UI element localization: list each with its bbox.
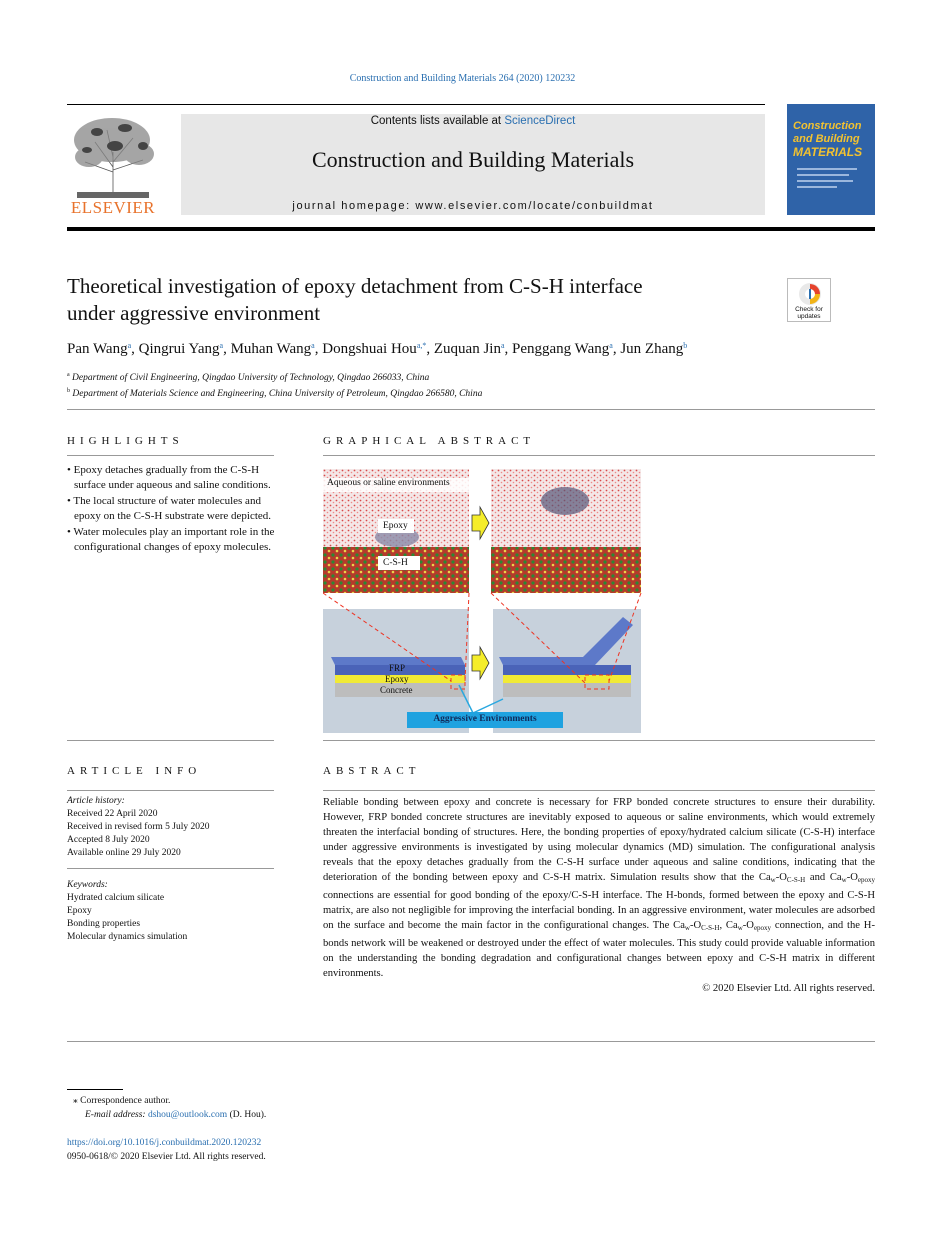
author-list: Pan Wang$^a$, Qingrui Yang$^a$, Muhan Wang$^a$, Dongshuai Hou$^{a,*}$, Zuquan Jin$^a$, Penggang Wang$^a$, Jun Zhang$^b$ (67, 341, 688, 357)
tree-icon (67, 112, 159, 200)
affiliations (67, 369, 482, 401)
cover-title: Construction and Building MATERIALS (793, 120, 863, 159)
doi-block (67, 1136, 266, 1164)
graphic-label-aggressive: Aggressive Environments (433, 714, 537, 724)
article-info-heading: ARTICLE INFO (67, 765, 202, 777)
graphic-label-environment: Aqueous or saline environments (327, 478, 450, 488)
email-link[interactable]: dshou@outlook.com (147, 1110, 228, 1120)
highlights-heading: HIGHLIGHTS (67, 435, 184, 447)
divider (323, 455, 875, 456)
author-name[interactable]: Qingrui Yang (138, 341, 220, 357)
list-item: • The local structure of water molecules and epoxy on the C-S-H substrate were depicted. (67, 495, 272, 522)
keywords (67, 879, 274, 944)
journal-homepage[interactable]: journal homepage: www.elsevier.com/locate/conbuildmat (292, 200, 654, 212)
history-item: Available online 29 July 2020 (67, 848, 181, 858)
graphic-label-csh: C-S-H (383, 558, 408, 568)
affiliation-item: $^b$ Department of Materials Science and Engineering, China University of Petroleum, Qingdao 266580, China (67, 388, 483, 400)
author-name[interactable]: Zuquan Jin (433, 341, 501, 357)
keyword-item: Epoxy (67, 906, 92, 916)
elsevier-wordmark: ELSEVIER (70, 198, 156, 217)
list-item: • Water molecules play an important role in the configurational changes of epoxy molecules. (67, 526, 275, 553)
divider (67, 409, 875, 410)
graphical-abstract-image (323, 469, 643, 733)
history-label: Article history: (67, 796, 125, 806)
author-name[interactable]: Muhan Wang (230, 341, 312, 357)
elsevier-logo[interactable] (67, 112, 159, 216)
header-bottom-rule (67, 227, 875, 231)
keyword-item: Hydrated calcium silicate (67, 893, 165, 903)
journal-reference[interactable]: Construction and Building Materials 264 (2020) 120232 (349, 73, 576, 84)
graphic-label-epoxy: Epoxy (383, 521, 408, 531)
footnote: ⁎ Correspondence author. E-mail address: dshou@outlook.com (D. Hou). (73, 1096, 267, 1120)
highlights-list (67, 463, 277, 556)
divider (323, 790, 875, 791)
divider (323, 740, 875, 741)
check-for-updates-badge[interactable] (787, 278, 831, 322)
article-title: Theoretical investigation of epoxy detachment from C-S-H interface under aggressive environment (67, 274, 643, 325)
copyright: © 2020 Elsevier Ltd. All rights reserved. (702, 983, 875, 994)
article-history (67, 795, 274, 860)
divider (67, 455, 274, 456)
author-name[interactable]: Jun Zhang (620, 341, 684, 357)
doi-link[interactable]: https://doi.org/10.1016/j.conbuildmat.2020.120232 (67, 1138, 262, 1148)
contents-line (181, 115, 765, 127)
journal-header (181, 114, 765, 215)
journal-cover-thumbnail[interactable] (787, 104, 875, 215)
cover-text-lines (797, 164, 857, 194)
author-name[interactable]: Penggang Wang (512, 341, 610, 357)
history-item: Received in revised form 5 July 2020 (67, 822, 210, 832)
keywords-label: Keywords: (67, 880, 108, 890)
graphical-abstract-figure[interactable] (323, 469, 643, 733)
divider (67, 740, 274, 741)
abstract-body: Reliable bonding between epoxy and concrete is necessary for FRP bonded concrete structures to ensure their durability. However, FRP bonded concrete structures are inevitably exposed to aqueous or saline environments, which would extremely threaten the interfacial bonding of structures. Here, the bonding properties of epoxy/hydrated calcium silicate (C-S-H) interface under aggressive environments is investigated by using molecular dynamics (MD) simulation. The configurational analysis reveals that the epoxy detaches gradually from the C-S-H surface under aqueous and saline conditions, indicating that the deterioration of the bonding between epoxy and C-S-H matrix. Simulation results show that the $Ca_w-O_{C-S-H}$ and $Ca_w-O_{epoxy}$ connections are essential for good bonding of the epoxy/C-S-H interface. The H-bonds, formed between the epoxy and C-S-H matrix, are also not negligible for improving the interfacial bonding. In an aggressive environment, water molecules are adsorbed on the surface and become the main factor in the configurational changes. The $Ca_w-O_{C-S-H}$, $Ca_w-O_{epoxy}$ connection, and the H-bonds network will be weakened or destroyed under the effect of water molecules. This study could provide valuable information on the understanding the bonding degradation and configurational changes between epoxy and C-S-H matrix in different environments. © 2020 Elsevier Ltd. All rights reserved. (323, 797, 875, 994)
journal-title[interactable]: Construction and Building Materials (311, 147, 635, 172)
abstract-heading: ABSTRACT (323, 765, 421, 777)
check-updates-icon (798, 282, 822, 306)
sciencedirect-link[interactable]: ScienceDirect (504, 115, 576, 127)
list-item: • Epoxy detaches gradually from the C-S-H surface under aqueous and saline conditions. (67, 464, 271, 491)
history-item: Received 22 April 2020 (67, 809, 158, 819)
graphic-label-frp: FRP (389, 663, 406, 673)
graphical-abstract-heading: GRAPHICAL ABSTRACT (323, 435, 536, 447)
history-item: Accepted 8 July 2020 (67, 835, 150, 845)
header-top-rule (67, 104, 765, 105)
graphic-label-epoxy-layer: Epoxy (385, 674, 409, 684)
divider (67, 868, 274, 869)
author-name[interactable]: Pan Wang (67, 341, 128, 357)
keyword-item: Bonding properties (67, 919, 141, 929)
keyword-item: Molecular dynamics simulation (67, 932, 188, 942)
check-updates-label: Check for updates (795, 306, 823, 320)
affiliation-item: $^a$ Department of Civil Engineering, Qingdao University of Technology, Qingdao 266033, China (67, 372, 430, 384)
footnote-rule (67, 1089, 123, 1090)
issn-line: 0950-0618/© 2020 Elsevier Ltd. All rights reserved. (67, 1152, 266, 1162)
correspondence-note: ⁎ Correspondence author. (73, 1096, 171, 1106)
graphic-label-concrete: Concrete (380, 685, 413, 695)
author-name[interactable]: Dongshuai Hou (322, 341, 417, 357)
contents-prefix: Contents lists available at (370, 115, 505, 127)
divider (67, 790, 274, 791)
divider (67, 1041, 875, 1042)
